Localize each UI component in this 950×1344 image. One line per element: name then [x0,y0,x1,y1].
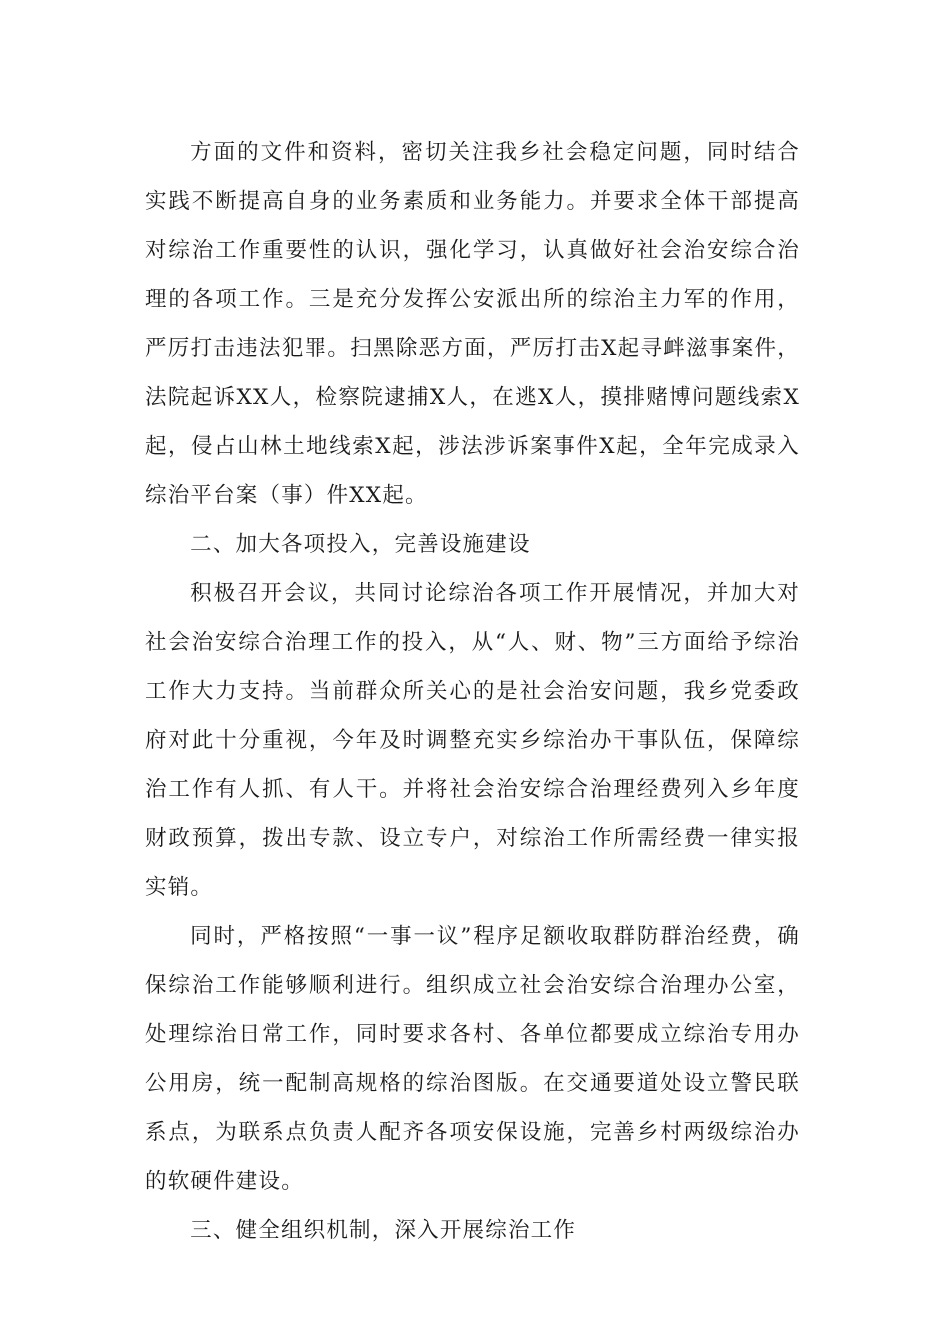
paragraph-investment: 积极召开会议，共同讨论综治各项工作开展情况，并加大对社会治安综合治理工作的投入，从“人、财、物”三方面给予综治工作大力支持。当前群众所关心的是社会治安问题，我乡党委政府对此十分重视，今年及时调整充实乡综治办干事队伍，保障综治工作有人抓、有人干。并将社会治安综合治理经费列入乡年度财政预算，拨出专款、设立专户，对综治工作所需经费一律实报实销。 [145,581,800,900]
paragraph-stability-work: 方面的文件和资料，密切关注我乡社会稳定问题，同时结合实践不断提高自身的业务素质和业务能力。并要求全体干部提高对综治工作重要性的认识，强化学习，认真做好社会治安综合治理的各项工作。三是充分发挥公安派出所的综治主力军的作用，严厉打击违法犯罪。扫黑除恶方面，严厉打击X起寻衅滋事案件，法院起诉XX人，检察院逮捕X人，在逃X人，摸排赌博问题线索X起，侵占山林土地线索X起，涉法涉诉案事件X起，全年完成录入综治平台案（事）件XX起。 [145,140,800,508]
section-heading-3: 三、健全组织机制，深入开展综治工作 [190,1218,577,1243]
document-body [145,128,800,1255]
paragraph-facilities: 同时，严格按照“一事一议”程序足额收取群防群治经费，确保综治工作能够顺利进行。组织成立社会治安综合治理办公室，处理综治日常工作，同时要求各村、各单位都要成立综治专用办公用房，统一配制高规格的综治图版。在交通要道处设立警民联系点，为联系点负责人配齐各项安保设施，完善乡村两级综治办的软硬件建设。 [145,924,800,1194]
section-heading-2: 二、加大各项投入，完善设施建设 [190,532,531,557]
